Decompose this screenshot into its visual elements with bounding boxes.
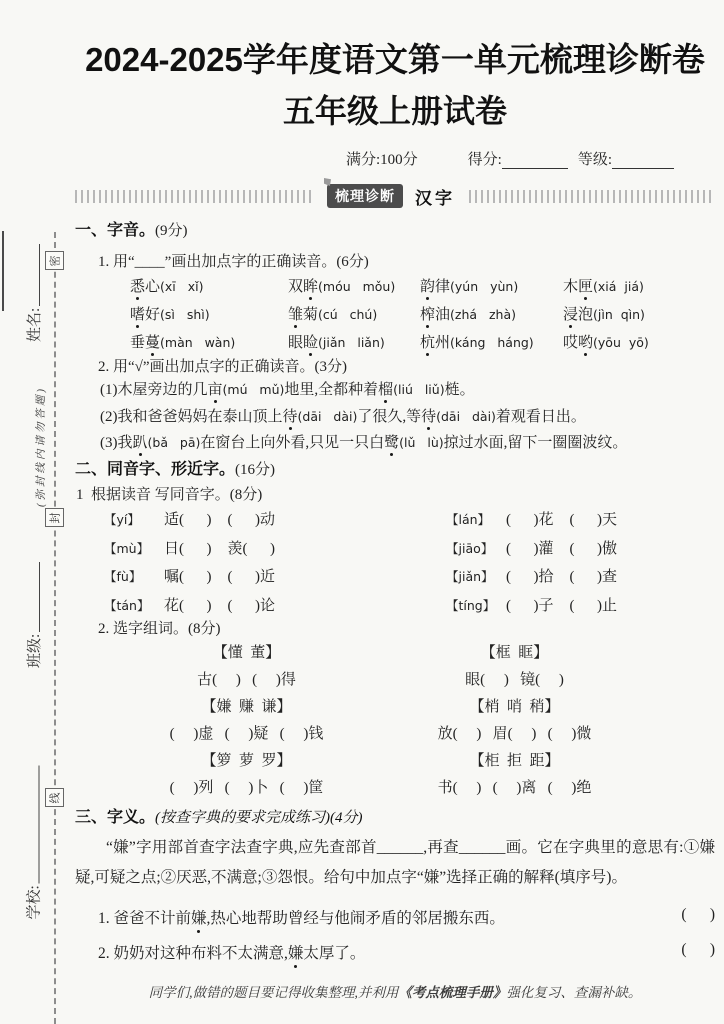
word-item: 眼睑(jiǎn liǎn) <box>288 335 385 351</box>
word-item: 杭州(káng háng) <box>420 335 534 351</box>
s2-q1-label: 1 根据读音 写同音字。(8分) <box>76 487 263 503</box>
list-item: (1)木屋旁边的几亩(mú mǔ)地里,全都种着榴(liú liǔ)梿。 <box>100 382 475 398</box>
word-item: 木匣(xiá jiá) <box>563 279 644 295</box>
homophone-column-right <box>446 506 633 620</box>
homophone-row: 【lán】 ( )花 ( )天 <box>446 512 617 528</box>
seal-dashed-line <box>54 232 56 1024</box>
hatch-left <box>75 190 315 203</box>
word-item: 浸泡(jìn qìn) <box>563 307 645 323</box>
handbook-title: 《考点梳理手册》 <box>398 985 507 1000</box>
s1-q2-label: 2. 用“√”画出加点字的正确读音。(3分) <box>98 359 348 375</box>
pinyin-word-grid <box>130 273 718 357</box>
student-name-field <box>23 232 43 342</box>
seal-char-xian: 线 <box>45 788 64 807</box>
list-item: 2. 奶奶对这种布料不太满意, 嫌 太厚了。 ( ) <box>98 941 715 962</box>
score-bar <box>346 148 684 169</box>
choice-line: 古( ) ( )得 <box>197 672 296 688</box>
school-blank-line <box>26 765 40 883</box>
grade-blank-line <box>612 155 674 169</box>
s1-q1-label: 1. 用“____”画出加点字的正确读音。(6分) <box>98 254 369 270</box>
paper-title: 2024-2025学年度语文第一单元梳理诊断卷 <box>85 41 705 78</box>
choice-line: 书( ) ( )离 ( )绝 <box>437 780 592 796</box>
list-item: 1. 爸爸不计前 嫌 ,热心地帮助曾经与他闹矛盾的邻居搬东西。 ( ) <box>98 906 715 927</box>
class-blank-line <box>26 562 40 632</box>
homophone-row: 【mù】 日( ) 羡( ) <box>104 540 275 557</box>
answer-blank: ( ) <box>681 941 715 958</box>
choice-bracket: 【箩 萝 罗】 <box>201 753 292 769</box>
s1-q2-items <box>100 377 627 457</box>
word-item: 垂蔓(màn wàn) <box>130 335 236 351</box>
choice-bracket: 【梢 哨 稍】 <box>469 699 560 715</box>
choice-line: 放( ) 眉( ) ( )微 <box>437 726 592 742</box>
section-2-heading: 二、同音字、形近字。(16分) <box>75 461 276 478</box>
word-item: 悉心(xī xǐ) <box>130 279 204 295</box>
word-item: 嗜好(sì shì) <box>130 307 210 323</box>
dictionary-exercise-paragraph: “嫌”字用部首查字法查字典,应先查部首______,再查______画。它在字典里的意思有:①嫌疑,可疑之点;②厌恶,不满意;③怨恨。给句中加点字“嫌”选择正确的解释(填序号)。 <box>75 839 715 886</box>
word-item: 双眸(móu mǒu) <box>288 279 396 295</box>
name-label: 姓名: <box>26 307 43 342</box>
homophone-row: 【jiǎn】 ( )拾 ( )查 <box>446 569 617 585</box>
choice-bracket: 【框 眶】 <box>480 645 549 661</box>
list-item: (3)我趴(bǎ pā)在窗台上向外看,只见一只白鹭(lǔ lù)掠过水面,留下一圈圈波纹。 <box>100 435 628 451</box>
class-label: 班级: <box>26 633 43 668</box>
word-choice-column-left <box>104 640 389 802</box>
homophone-row: 【fù】 嘱( ) ( )近 <box>104 569 275 585</box>
school-label: 学校: <box>26 885 42 920</box>
score-blank-line <box>502 155 568 169</box>
s2-q2-label: 2. 选字组词。(8分) <box>98 621 221 637</box>
choice-bracket: 【嫌 赚 谦】 <box>201 699 292 715</box>
homophone-row: 【yí】 适( ) ( )动 <box>104 512 275 528</box>
answer-blank: ( ) <box>681 906 715 923</box>
seal-notice: (弥封线内请勿答题) <box>35 386 47 507</box>
section-banner <box>75 185 715 207</box>
choice-line: ( )列 ( )卜 ( )筐 <box>169 780 324 796</box>
word-item: 雏菊(cú chú) <box>288 307 378 323</box>
word-item: 哎哟(yōu yō) <box>563 335 649 351</box>
section-3-heading: 三、字义。(按查字典的要求完成练习)(4分) <box>75 809 363 826</box>
full-score: 满分:100分 <box>346 152 418 168</box>
homophone-row: 【tíng】 ( )子 ( )止 <box>446 597 617 614</box>
list-item: (2)我和爸爸妈妈在泰山顶上待(dāi dài)了很久,等待(dāi dài)着观看日出。 <box>100 408 586 425</box>
homophone-row: 【jiāo】 ( )灌 ( )傲 <box>446 540 617 557</box>
class-field <box>23 548 43 668</box>
scan-edge-mark <box>2 231 4 311</box>
banner-topic: 汉字 <box>415 188 455 208</box>
choice-line: 眼( ) 镜( ) <box>465 672 564 688</box>
word-choice-column-right <box>372 640 657 802</box>
homophone-row: 【tán】 花( ) ( )论 <box>104 597 275 614</box>
choice-bracket: 【柜 拒 距】 <box>469 753 560 769</box>
choice-bracket: 【懂 董】 <box>212 645 281 661</box>
paper-subtitle: 五年级上册试卷 <box>282 93 507 129</box>
section-1-heading: 一、字音。(9分) <box>75 222 188 239</box>
choice-line: ( )虚 ( )疑 ( )钱 <box>169 726 324 742</box>
grade-field: 等级: <box>578 148 674 169</box>
hatch-right <box>469 190 715 203</box>
seal-char-feng: 封 <box>45 508 64 527</box>
seal-char-mi: 密 <box>45 251 64 270</box>
homophone-column-left <box>104 506 291 620</box>
school-field <box>23 745 43 920</box>
name-blank-line <box>26 244 40 306</box>
footer-tip: 同学们,做错的题目要记得收集整理,并利用《考点梳理手册》强化复习、查漏补缺。 <box>148 985 642 1000</box>
word-item: 韵律(yún yùn) <box>420 279 519 295</box>
word-item: 榨油(zhá zhà) <box>420 307 516 323</box>
banner-tag: 梳理诊断 <box>327 184 403 208</box>
score-field: 得分: <box>468 148 568 169</box>
